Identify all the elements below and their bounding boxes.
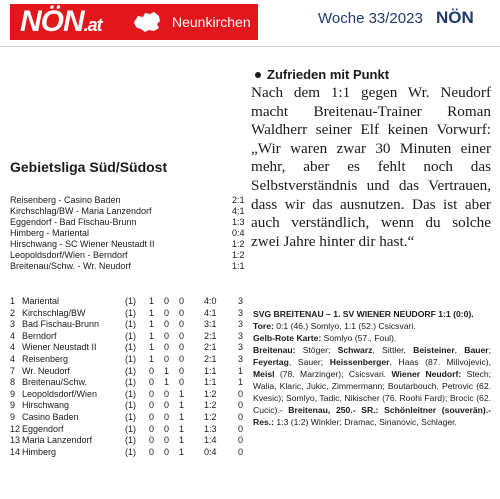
rank: 2: [10, 307, 16, 318]
result-row: [10, 217, 250, 228]
team: Breitenau/Schw.: [22, 377, 88, 388]
wins: 1: [149, 353, 155, 364]
wins: 0: [149, 377, 155, 388]
losses: 1: [179, 435, 185, 446]
card-line: Gelb-Rote Karte: Somlyo (57., Foul).: [253, 333, 397, 343]
rank: 4: [10, 353, 16, 364]
fixture: Eggendorf - Bad Fischau-Brunn: [10, 217, 137, 227]
wins: 0: [149, 435, 155, 446]
draws: 0: [164, 435, 170, 446]
rank: 4: [10, 342, 16, 353]
score: 1:1: [232, 261, 245, 271]
lineups: Breitenau: Stöger; Schwarz, Sittler, Beisteiner, Bauer; Feyertag, Sauer; Heissenberger, Haas (87. Milivojevic), Meisl (78. Marzinger); Csicsvari. Wiener Neudorf: Stech; Walia, Klaric, Jukic, Zimmermann; Boutarbouch, Petrovic (62. Kvesic); Somlyo, Tadic, Nikischer (76. Roohi Fard); Brocic (62. Cucic).- Breitenau, 250.- SR.: Schönleitner (souverän).- Res.: 1:3 (1:2) Winkler; Dramac, Sinanovic, Schlager.: [253, 345, 492, 427]
goals: 1:1: [204, 365, 217, 376]
wins: 0: [149, 365, 155, 376]
rank: 9: [10, 388, 16, 399]
team: Berndorf: [22, 330, 57, 341]
score: 1:2: [232, 239, 245, 249]
rank: 12: [10, 423, 21, 434]
points: 3: [238, 319, 244, 330]
losses: 1: [179, 446, 185, 457]
goals-line: Tore: 0:1 (46.) Somlyo, 1:1 (52.) Csicsvari.: [253, 321, 416, 331]
points: 0: [238, 388, 244, 399]
result-row: [10, 206, 250, 217]
goals: 2:1: [204, 342, 217, 353]
losses: 1: [179, 388, 185, 399]
points: 1: [238, 365, 244, 376]
draws: 0: [164, 330, 170, 341]
league-title: Gebietsliga Süd/Südost: [10, 159, 168, 175]
wins: 0: [149, 400, 155, 411]
score: 2:1: [232, 195, 245, 205]
points: 0: [238, 400, 244, 411]
draws: 0: [164, 307, 170, 318]
fixture: Leopoldsdorf/Wien - Berndorf: [10, 250, 128, 260]
points: 0: [238, 411, 244, 422]
issue-week: Woche 33/2023: [318, 10, 423, 27]
points: 3: [238, 330, 244, 341]
goals: 1:2: [204, 411, 217, 422]
games-played: (1): [125, 365, 136, 376]
rank: 3: [10, 319, 16, 330]
table-row: [10, 377, 250, 389]
points: 0: [238, 446, 244, 457]
wins: 0: [149, 446, 155, 457]
goals: 1:2: [204, 388, 217, 399]
team: Casino Baden: [22, 411, 79, 422]
draws: 0: [164, 400, 170, 411]
table-row: [10, 308, 250, 320]
team: Leopoldsdorf/Wien: [22, 388, 98, 399]
losses: 1: [179, 411, 185, 422]
games-played: (1): [125, 400, 136, 411]
goals: 2:1: [204, 353, 217, 364]
table-row: [10, 342, 250, 354]
points: 1: [238, 377, 244, 388]
wins: 1: [149, 319, 155, 330]
fixture: Breitenau/Schw. - Wr. Neudorf: [10, 261, 131, 271]
goals: 1:1: [204, 377, 217, 388]
team: Maria Lanzendorf: [22, 435, 93, 446]
losses: 0: [179, 377, 185, 388]
table-row: [10, 366, 250, 378]
article-body: Nach dem 1:1 gegen Wr. Neudorf macht Breitenau-Trainer Roman Waldherr seiner Elf keinen Vorwurf: „Wir waren zwar 30 Minuten einer mehr, aber es fehlt noch das Selbstverständnis und das Vertrauen, dass wir das ausnutzen. Das ist aber auch verständlich, wenn du solche zwei Jahre hinter dir hast.“: [251, 84, 491, 250]
fixture: Himberg - Mariental: [10, 228, 90, 238]
table-row: [10, 424, 250, 436]
games-played: (1): [125, 296, 136, 306]
wins: 0: [149, 411, 155, 422]
losses: 0: [179, 319, 185, 330]
rank: 9: [10, 400, 16, 411]
team: Kirchschlag/BW: [22, 307, 86, 318]
games-played: (1): [125, 353, 136, 364]
games-played: (1): [125, 388, 136, 399]
table-row: [10, 435, 250, 447]
fixture: Hirschwang - SC Wiener Neustadt II: [10, 239, 155, 249]
table-row: [10, 447, 250, 459]
table-row: [10, 389, 250, 401]
fixture: Reisenberg - Casino Baden: [10, 195, 121, 205]
table-row: [10, 331, 250, 343]
match-report: [253, 308, 491, 428]
draws: 1: [164, 365, 170, 376]
draws: 0: [164, 319, 170, 330]
games-played: (1): [125, 423, 136, 434]
team: Eggendorf: [22, 423, 64, 434]
points: 3: [238, 307, 244, 318]
wins: 1: [149, 330, 155, 341]
score: 1:3: [232, 217, 245, 227]
losses: 0: [179, 307, 185, 318]
results-list: [10, 195, 250, 272]
draws: 0: [164, 388, 170, 399]
table-row: [10, 412, 250, 424]
draws: 0: [164, 342, 170, 353]
score: 0:4: [232, 228, 245, 238]
losses: 0: [179, 365, 185, 376]
goals: 4:1: [204, 307, 217, 318]
table-row: [10, 296, 250, 308]
team: Bad Fischau-Brunn: [22, 319, 100, 330]
goals: 2:1: [204, 330, 217, 341]
team: Wr. Neudorf: [22, 365, 70, 376]
games-played: (1): [125, 330, 136, 341]
team: Himberg: [22, 446, 57, 457]
brand-banner: [10, 4, 258, 40]
losses: 0: [179, 296, 185, 306]
games-played: (1): [125, 411, 136, 422]
games-played: (1): [125, 435, 136, 446]
wins: 0: [149, 423, 155, 434]
wins: 1: [149, 342, 155, 353]
rank: 14: [10, 446, 21, 457]
points: 3: [238, 342, 244, 353]
rank: 7: [10, 365, 16, 376]
points: 0: [238, 423, 244, 434]
result-row: [10, 195, 250, 206]
match-heading: SVG BREITENAU – 1. SV WIENER NEUDORF 1:1 (0:0).: [253, 309, 474, 319]
standings-table: [10, 296, 250, 458]
team: Reisenberg: [22, 353, 69, 364]
page-header: [0, 0, 500, 46]
games-played: (1): [125, 377, 136, 388]
draws: 0: [164, 446, 170, 457]
article-headline: Zufrieden mit Punkt: [251, 66, 491, 84]
games-played: (1): [125, 342, 136, 353]
result-row: [10, 250, 250, 261]
points: 3: [238, 296, 244, 306]
wins: 1: [149, 296, 155, 306]
points: 0: [238, 435, 244, 446]
region-label[interactable]: Neunkirchen: [172, 14, 251, 30]
points: 3: [238, 353, 244, 364]
draws: 0: [164, 411, 170, 422]
rank: 13: [10, 435, 21, 446]
goals: 4:0: [204, 296, 217, 306]
article: [251, 66, 491, 251]
goals: 1:3: [204, 423, 217, 434]
fixture: Kirchschlag/BW - Maria Lanzendorf: [10, 206, 152, 216]
header-divider: [0, 46, 500, 47]
result-row: [10, 228, 250, 239]
result-row: [10, 261, 250, 272]
rank: 1: [10, 296, 16, 306]
losses: 0: [179, 342, 185, 353]
rank: 9: [10, 411, 16, 422]
issue-brand: NÖN: [436, 8, 474, 27]
lower-austria-map-icon: [132, 10, 162, 34]
team: Wiener Neustadt II: [22, 342, 97, 353]
losses: 0: [179, 353, 185, 364]
team: Hirschwang: [22, 400, 70, 411]
wins: 0: [149, 388, 155, 399]
score: 1:2: [232, 250, 245, 260]
rank: 8: [10, 377, 16, 388]
losses: 1: [179, 423, 185, 434]
draws: 0: [164, 423, 170, 434]
losses: 0: [179, 330, 185, 341]
wins: 1: [149, 307, 155, 318]
table-row: [10, 354, 250, 366]
goals: 0:4: [204, 446, 217, 457]
draws: 0: [164, 353, 170, 364]
draws: 1: [164, 377, 170, 388]
result-row: [10, 239, 250, 250]
losses: 1: [179, 400, 185, 411]
brand-logo[interactable]: NÖN.at: [20, 5, 102, 38]
table-row: [10, 319, 250, 331]
goals: 3:1: [204, 319, 217, 330]
games-played: (1): [125, 319, 136, 330]
team: Mariental: [22, 296, 60, 306]
table-row: [10, 400, 250, 412]
rank: 4: [10, 330, 16, 341]
score: 4:1: [232, 206, 245, 216]
games-played: (1): [125, 307, 136, 318]
goals: 1:4: [204, 435, 217, 446]
draws: 0: [164, 296, 170, 306]
games-played: (1): [125, 446, 136, 457]
bullet-icon: [255, 72, 261, 78]
goals: 1:2: [204, 400, 217, 411]
